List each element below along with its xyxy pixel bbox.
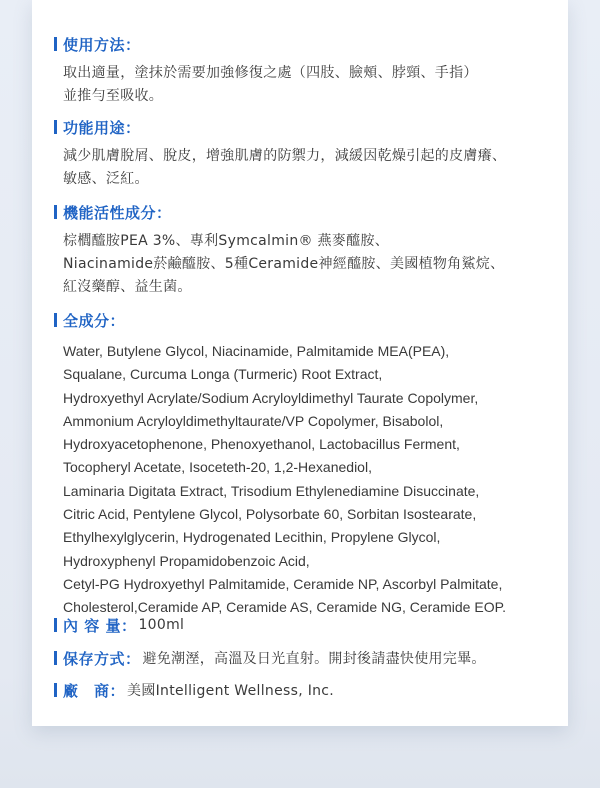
volume-row xyxy=(54,615,554,635)
ingredients-line: Water, Butylene Glycol, Niacinamide, Palmitamide MEA(PEA), xyxy=(63,343,450,359)
usage-text xyxy=(63,62,554,108)
manufacturer-value: 美國Intelligent Wellness, Inc. xyxy=(127,683,335,699)
product-info-card xyxy=(32,0,568,726)
ingredients-line: Tocopheryl Acetate, Isoceteth-20, 1,2-Hexanediol, xyxy=(63,459,372,476)
ingredients-line: Citric Acid, Pentylene Glycol, Polysorbate 60, Sorbitan Isostearate, xyxy=(63,506,477,523)
manufacturer-label: 廠 商： xyxy=(63,681,126,700)
function-text xyxy=(63,145,554,191)
ingredients-line: Hydroxyphenyl Propamidobenzoic Acid, xyxy=(63,552,310,569)
heading-marker xyxy=(54,37,57,51)
volume-label: 內 容 量： xyxy=(63,616,137,635)
active-line: Niacinamide菸鹼醯胺、5種Ceramide神經醯胺、美國植物角鯊烷、 xyxy=(63,256,505,272)
function-section xyxy=(54,117,554,191)
function-heading: 功能用途： xyxy=(63,118,141,137)
function-heading-row xyxy=(54,117,554,137)
usage-line: 並推勻至吸收。 xyxy=(63,88,164,104)
ingredients-line: Hydroxyacetophenone, Phenoxyethanol, Lactobacillus Ferment, xyxy=(63,436,460,453)
heading-marker xyxy=(54,120,57,134)
manufacturer-row xyxy=(54,680,554,700)
ingredients-heading-row xyxy=(54,310,554,330)
full-ingredients-section xyxy=(54,310,554,620)
ingredients-heading: 全成分： xyxy=(63,311,126,330)
heading-marker xyxy=(54,651,57,665)
usage-section xyxy=(54,34,554,108)
manufacturer-section xyxy=(54,680,554,700)
ingredients-line: Cholesterol,Ceramide AP, Ceramide AS, Ceramide NG, Ceramide EOP. xyxy=(63,599,507,616)
function-line: 敏感、泛紅。 xyxy=(63,171,149,187)
ingredients-line: Laminaria Digitata Extract, Trisodium Ethylenediamine Disuccinate, xyxy=(63,482,480,499)
ingredients-line: Ammonium Acryloyldimethyltaurate/VP Copolymer, Bisabolol, xyxy=(63,412,444,429)
usage-heading-row xyxy=(54,34,554,54)
storage-label: 保存方式： xyxy=(63,649,141,668)
active-heading: 機能活性成分： xyxy=(63,203,172,222)
storage-value: 避免潮溼，高溫及日光直射。開封後請盡快使用完畢。 xyxy=(142,651,486,667)
heading-marker xyxy=(54,618,57,632)
ingredients-line: Hydroxyethyl Acrylate/Sodium Acryloyldimethyl Taurate Copolymer, xyxy=(63,389,479,406)
function-line: 減少肌膚脫屑、脫皮，增強肌膚的防禦力，減緩因乾燥引起的皮膚癢、 xyxy=(63,148,507,164)
active-line: 棕櫚醯胺PEA 3%、專利Symcalmin® 燕麥醯胺、 xyxy=(63,233,390,249)
heading-marker xyxy=(54,205,57,219)
active-text xyxy=(63,230,554,299)
volume-value: 100ml xyxy=(138,617,185,633)
heading-marker xyxy=(54,683,57,697)
ingredients-line: Squalane, Curcuma Longa (Turmeric) Root Extract, xyxy=(63,366,383,383)
heading-marker xyxy=(54,313,57,327)
ingredients-line: Ethylhexylglycerin, Hydrogenated Lecithin, Propylene Glycol, xyxy=(63,529,441,546)
active-line: 紅沒藥醇、益生菌。 xyxy=(63,279,192,295)
usage-line: 取出適量，塗抹於需要加強修復之處（四肢、臉頰、脖頸、手指） xyxy=(63,65,478,81)
storage-row xyxy=(54,648,554,668)
storage-section xyxy=(54,648,554,668)
ingredients-list xyxy=(63,340,554,620)
volume-section xyxy=(54,615,554,635)
usage-heading: 使用方法： xyxy=(63,35,141,54)
active-heading-row xyxy=(54,202,554,222)
active-ingredients-section xyxy=(54,202,554,299)
ingredients-line: Cetyl-PG Hydroxyethyl Palmitamide, Ceramide NP, Ascorbyl Palmitate, xyxy=(63,575,503,592)
